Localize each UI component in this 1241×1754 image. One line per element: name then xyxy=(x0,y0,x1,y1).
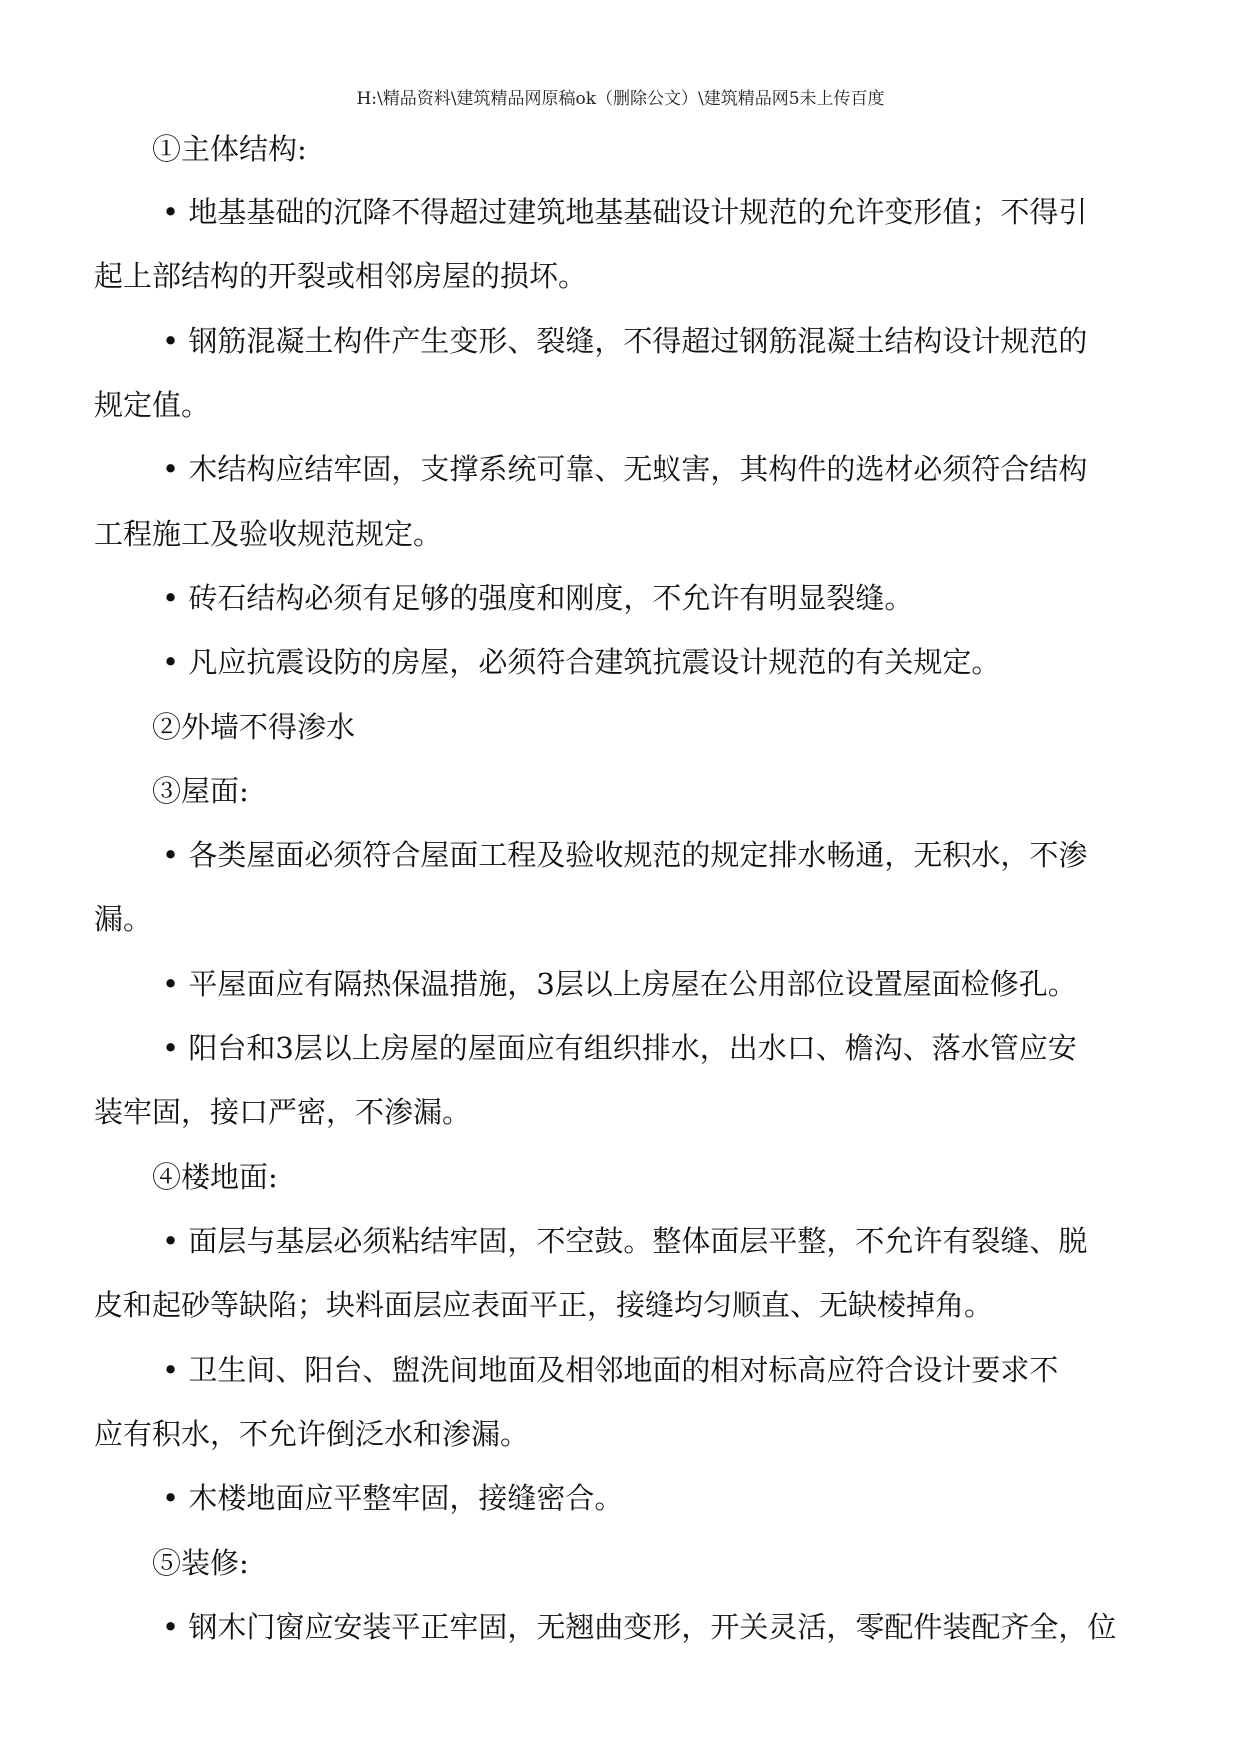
bullet-doors-windows: • 钢木门窗应安装平正牢固，无翘曲变形，开关灵活，零配件装配齐全，位 xyxy=(162,1610,1117,1644)
bullet-foundation: • 地基基础的沉降不得超过建筑地基基础设计规范的允许变形值；不得引 xyxy=(162,195,1088,229)
heading-decoration: ⑤装修: xyxy=(152,1546,249,1580)
bullet-foundation-cont: 起上部结构的开裂或相邻房屋的损坏。 xyxy=(94,259,588,293)
bullet-timber-cont: 工程施工及验收规范规定。 xyxy=(94,517,443,551)
heading-floor: ④楼地面: xyxy=(152,1160,278,1194)
bullet-wood-floor: • 木楼地面应平整牢固，接缝密合。 xyxy=(162,1481,624,1515)
bullet-concrete: • 钢筋混凝土构件产生变形、裂缝，不得超过钢筋混凝土结构设计规范的 xyxy=(162,324,1088,358)
bullet-masonry: • 砖石结构必须有足够的强度和刚度，不允许有明显裂缝。 xyxy=(162,581,914,615)
bullet-concrete-cont: 规定值。 xyxy=(94,388,211,422)
bullet-floor-surface-cont: 皮和起砂等缺陷；块料面层应表面平正，接缝均匀顺直、无缺棱掉角。 xyxy=(94,1288,994,1322)
heading-main-structure: ①主体结构: xyxy=(152,132,307,166)
bullet-balcony-drainage: • 阳台和3层以上房屋的屋面应有组织排水，出水口、檐沟、落水管应安 xyxy=(162,1031,1077,1065)
bullet-roof-drainage: • 各类屋面必须符合屋面工程及验收规范的规定排水畅通，无积水，不渗 xyxy=(162,838,1088,872)
bullet-floor-surface: • 面层与基层必须粘结牢固，不空鼓。整体面层平整，不允许有裂缝、脱 xyxy=(162,1224,1088,1258)
bullet-flat-roof: • 平屋面应有隔热保温措施，3层以上房屋在公用部位设置屋面检修孔。 xyxy=(162,967,1077,1001)
heading-roof: ③屋面: xyxy=(152,774,249,808)
bullet-seismic: • 凡应抗震设防的房屋，必须符合建筑抗震设计规范的有关规定。 xyxy=(162,645,1001,679)
bullet-balcony-drainage-cont: 装牢固，接口严密，不渗漏。 xyxy=(94,1095,472,1129)
bullet-roof-drainage-cont: 漏。 xyxy=(94,902,153,936)
file-path-header: H:\精品资料\建筑精品网原稿ok（删除公文）\建筑精品网5未上传百度 xyxy=(356,89,885,109)
bullet-bathroom-floor-cont: 应有积水，不允许倒泛水和渗漏。 xyxy=(94,1417,530,1451)
bullet-timber: • 木结构应结牢固，支撑系统可靠、无蚁害，其构件的选材必须符合结构 xyxy=(162,452,1088,486)
bullet-bathroom-floor: • 卫生间、阳台、盥洗间地面及相邻地面的相对标高应符合设计要求不 xyxy=(162,1353,1059,1387)
heading-exterior-wall: ②外墙不得渗水 xyxy=(152,710,356,744)
